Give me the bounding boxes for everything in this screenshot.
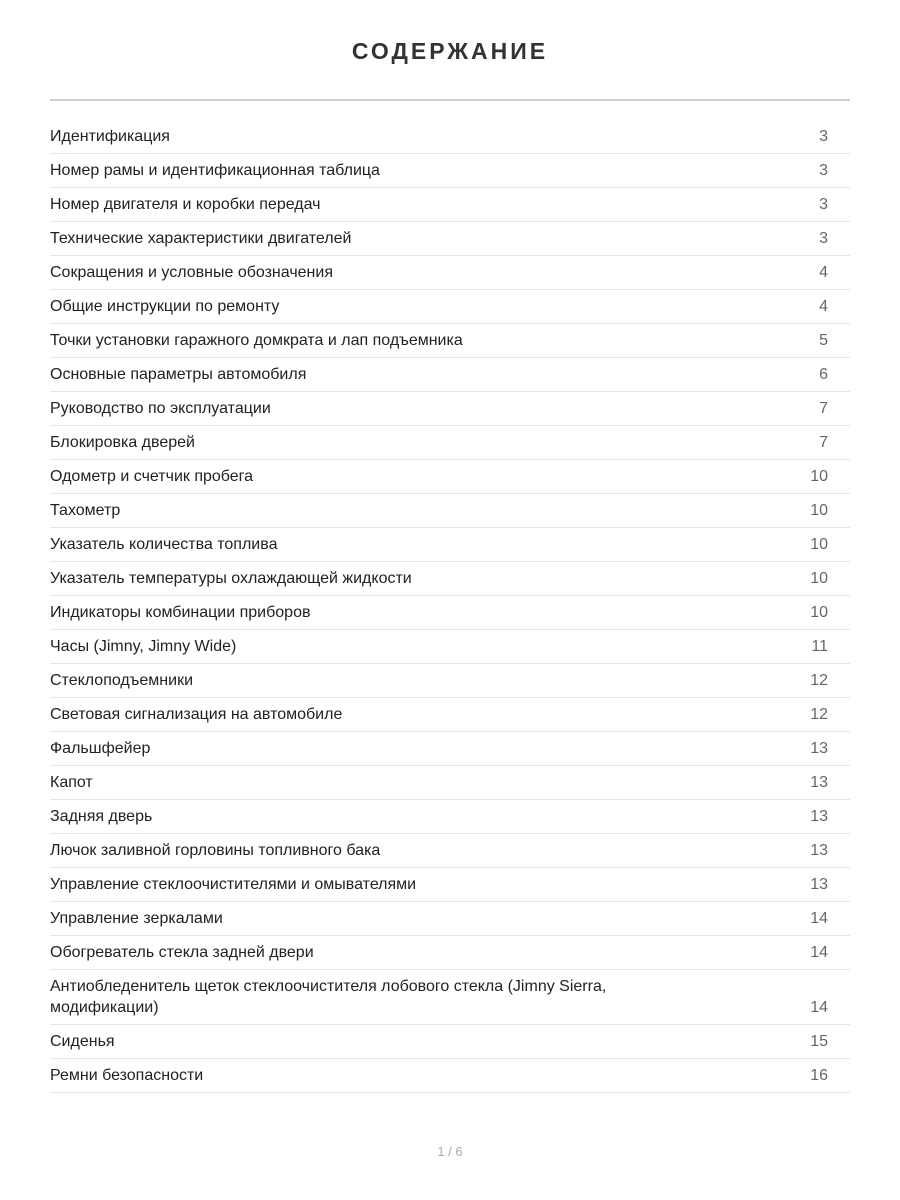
- toc-entry[interactable]: [50, 664, 850, 698]
- toc-entry-page: 16: [810, 1067, 828, 1084]
- toc-entry-title: Капот: [50, 774, 93, 791]
- toc-entry[interactable]: [50, 834, 850, 868]
- toc-entry[interactable]: [50, 290, 850, 324]
- toc-entry-page: 10: [810, 604, 828, 621]
- toc-entry[interactable]: [50, 868, 850, 902]
- toc-entry-title: Номер рамы и идентификационная таблица: [50, 162, 380, 179]
- toc-entry-title: Управление зеркалами: [50, 910, 223, 927]
- toc-entry-page: 14: [810, 999, 828, 1016]
- toc-entry[interactable]: [50, 562, 850, 596]
- toc-entry-title: Световая сигнализация на автомобиле: [50, 706, 343, 723]
- toc-entry-page: 5: [819, 332, 828, 349]
- toc-entry-page: 15: [810, 1033, 828, 1050]
- toc-entry-title: Технические характеристики двигателей: [50, 230, 352, 247]
- page-indicator: 1 / 6: [437, 1144, 463, 1159]
- toc-entry[interactable]: [50, 630, 850, 664]
- toc-entry-title: Номер двигателя и коробки передач: [50, 196, 321, 213]
- toc-entry[interactable]: [50, 188, 850, 222]
- toc-entry-title: Антиобледенитель щеток стеклоочистителя лобового стекла (Jimny Sierra, модификации): [50, 978, 607, 1016]
- toc-entry-title: Тахометр: [50, 502, 121, 519]
- toc-entry-title: Указатель количества топлива: [50, 536, 278, 553]
- toc-entry[interactable]: [50, 324, 850, 358]
- toc-entry-page: 6: [819, 366, 828, 383]
- toc-entry-title: Общие инструкции по ремонту: [50, 298, 280, 315]
- toc-entry-page: 10: [810, 536, 828, 553]
- toc-entry-page: 3: [819, 128, 828, 145]
- toc-entry[interactable]: [50, 358, 850, 392]
- toc-entry-page: 3: [819, 196, 828, 213]
- toc-entry-page: 3: [819, 162, 828, 179]
- toc-entry-title: Стеклоподъемники: [50, 672, 193, 689]
- table-of-contents: [50, 120, 850, 1093]
- toc-entry-page: 7: [819, 434, 828, 451]
- toc-entry[interactable]: [50, 392, 850, 426]
- toc-entry[interactable]: [50, 120, 850, 154]
- toc-entry-page: 10: [810, 570, 828, 587]
- toc-entry-title: Управление стеклоочистителями и омывателями: [50, 876, 417, 893]
- toc-entry[interactable]: [50, 698, 850, 732]
- toc-entry-title: Сиденья: [50, 1033, 115, 1050]
- toc-entry[interactable]: [50, 800, 850, 834]
- toc-entry[interactable]: [50, 596, 850, 630]
- toc-entry-page: 4: [819, 264, 828, 281]
- toc-entry-page: 3: [819, 230, 828, 247]
- toc-entry[interactable]: [50, 936, 850, 970]
- toc-entry-title: Фальшфейер: [50, 740, 151, 757]
- toc-entry-page: 11: [811, 638, 828, 655]
- toc-entry-title: Сокращения и условные обозначения: [50, 264, 333, 281]
- toc-entry-page: 7: [819, 400, 828, 417]
- toc-entry-title: Одометр и счетчик пробега: [50, 468, 254, 485]
- toc-entry-title: Задняя дверь: [50, 808, 153, 825]
- toc-entry-page: 14: [810, 910, 828, 927]
- toc-entry-page: 10: [810, 468, 828, 485]
- toc-entry[interactable]: [50, 256, 850, 290]
- toc-entry[interactable]: [50, 154, 850, 188]
- toc-entry[interactable]: [50, 494, 850, 528]
- toc-entry[interactable]: [50, 1025, 850, 1059]
- toc-entry-title: Указатель температуры охлаждающей жидкости: [50, 570, 412, 587]
- toc-entry-title: Лючок заливной горловины топливного бака: [50, 842, 381, 859]
- toc-entry[interactable]: [50, 970, 850, 1025]
- toc-entry-page: 13: [810, 876, 828, 893]
- toc-entry-title: Блокировка дверей: [50, 434, 195, 451]
- page-title: СОДЕРЖАНИЕ: [351, 38, 549, 64]
- toc-entry-page: 13: [810, 842, 828, 859]
- toc-entry-title: Часы (Jimny, Jimny Wide): [50, 638, 237, 655]
- toc-entry-title: Основные параметры автомобиля: [50, 366, 307, 383]
- toc-entry-title: Руководство по эксплуатации: [50, 400, 271, 417]
- toc-entry-page: 13: [810, 774, 828, 791]
- toc-entry-page: 14: [810, 944, 828, 961]
- toc-entry-title: Точки установки гаражного домкрата и лап подъемника: [50, 332, 463, 349]
- toc-entry[interactable]: [50, 222, 850, 256]
- toc-entry-page: 12: [810, 706, 828, 723]
- toc-entry-page: 13: [810, 740, 828, 757]
- toc-entry-title: Идентификация: [50, 128, 170, 145]
- toc-entry-title: Ремни безопасности: [50, 1067, 204, 1084]
- title-divider: [50, 99, 850, 101]
- toc-entry-page: 10: [810, 502, 828, 519]
- toc-entry[interactable]: [50, 528, 850, 562]
- toc-entry[interactable]: [50, 766, 850, 800]
- toc-entry[interactable]: [50, 1059, 850, 1093]
- toc-entry-title: Индикаторы комбинации приборов: [50, 604, 311, 621]
- toc-entry[interactable]: [50, 902, 850, 936]
- toc-entry[interactable]: [50, 460, 850, 494]
- toc-entry-page: 13: [810, 808, 828, 825]
- toc-entry-page: 12: [810, 672, 828, 689]
- toc-entry[interactable]: [50, 732, 850, 766]
- toc-entry[interactable]: [50, 426, 850, 460]
- toc-entry-page: 4: [819, 298, 828, 315]
- toc-entry-title: Обогреватель стекла задней двери: [50, 944, 314, 961]
